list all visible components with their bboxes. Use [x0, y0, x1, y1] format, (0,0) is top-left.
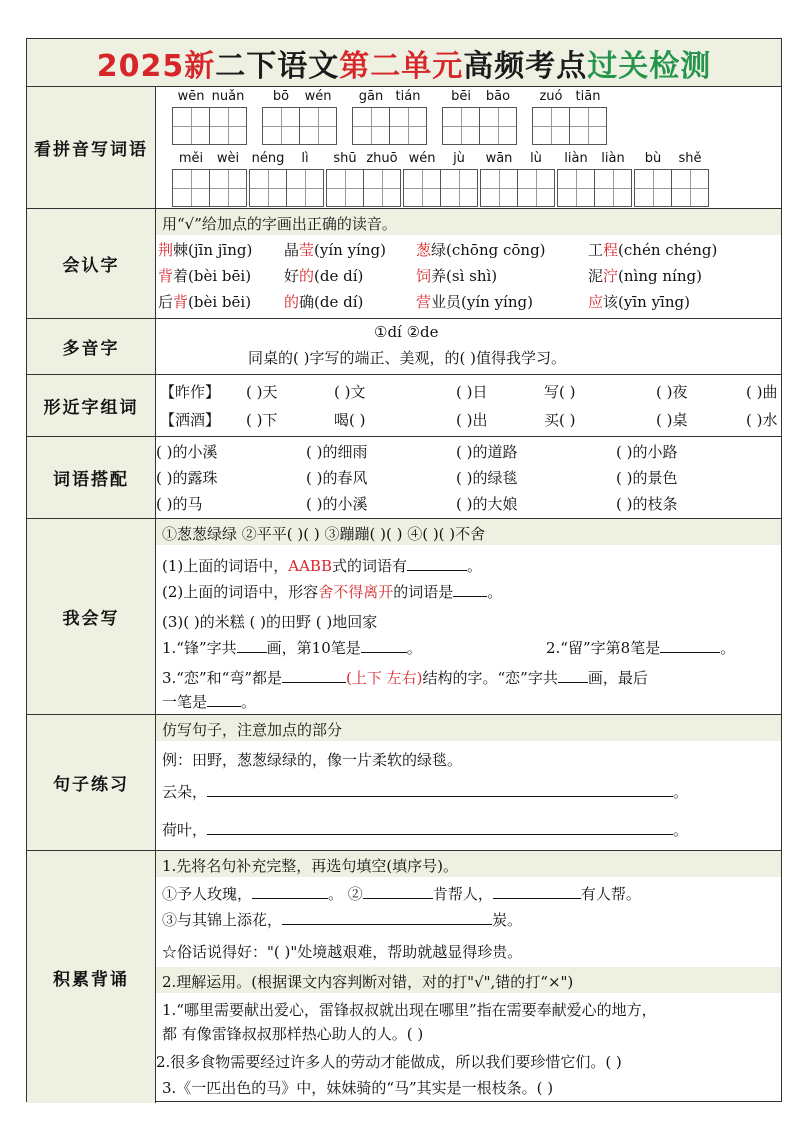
- word-item: 喝( ): [334, 411, 366, 429]
- pinyin-label: néng: [251, 151, 285, 166]
- title-row: [27, 39, 781, 87]
- pinyin-label: bō: [272, 89, 290, 104]
- write-section: 我会写 ①葱葱绿绿 ②平平( )( ) ③蹦蹦( )( ) ④( )( )不舍 (1)上面的词语中，AABB式的词语有 。 (2)上面的词语中，形容舍不得离开的词语是 。 (3)( )的米糕 ( )的田野 ( )地回家 1.“锋”字共 画，第10笔是 。 2.“留”字第8笔是 。 3.“恋”和“弯”都是 (上下 左右)结构的字。“恋”字共 画，最后 一笔是 。: [27, 519, 781, 715]
- pinyin-label: liàn: [601, 151, 625, 166]
- writing-grid[interactable]: [557, 169, 631, 207]
- match-item: ( )的小溪: [306, 495, 368, 513]
- pinyin-label: liàn: [564, 151, 588, 166]
- match-item: ( )的马: [156, 495, 203, 513]
- word-item: ( )文: [334, 383, 366, 401]
- pinyin-section: [27, 87, 781, 209]
- writing-grid[interactable]: [262, 107, 336, 145]
- reading-item: 泥泞(nìng níng): [588, 267, 702, 285]
- match-item: ( )的绿毯: [456, 469, 518, 487]
- word-item: 【洒酒】: [160, 411, 221, 429]
- word-item: ( )曲: [746, 383, 778, 401]
- pinyin-label: bāo: [485, 89, 511, 104]
- pinyin-label: shě: [678, 151, 702, 166]
- writing-grid[interactable]: [480, 169, 554, 207]
- recognize-area: [156, 209, 781, 318]
- instruction: 用“√”给加点的字画出正确的读音。: [162, 215, 397, 233]
- word-item: ( )出: [456, 411, 488, 429]
- writing-grid[interactable]: [326, 169, 400, 207]
- section-label: 形近字组词: [27, 375, 156, 436]
- reading-item: 背着(bèi bēi): [158, 267, 252, 285]
- word-item: 【昨作】: [160, 383, 221, 401]
- writing-grid[interactable]: [172, 107, 246, 145]
- reading-item: 的确(de dí): [284, 293, 364, 311]
- writing-grid[interactable]: [403, 169, 477, 207]
- word-item: ( )夜: [656, 383, 688, 401]
- reading-item: 应该(yīn yīng): [588, 293, 690, 311]
- match-item: ( )的景色: [616, 469, 678, 487]
- worksheet: [26, 38, 782, 1102]
- word-item: 写( ): [544, 383, 576, 401]
- sentence: 同桌的( )字写的端正、美观，的( )值得我学习。: [248, 349, 566, 367]
- pinyin-label: wén: [408, 151, 436, 166]
- writing-grid[interactable]: [172, 169, 246, 207]
- similar-section: [27, 375, 781, 437]
- reading-item: 后背(bèi bēi): [158, 293, 252, 311]
- section-label: 会认字: [27, 209, 156, 318]
- pinyin-label: tiān: [575, 89, 601, 104]
- match-item: ( )的露珠: [156, 469, 218, 487]
- writing-grid[interactable]: [352, 107, 426, 145]
- pinyin-label: gān: [358, 89, 384, 104]
- section-label: 我会写: [27, 519, 156, 714]
- pinyin-label: zhuō: [366, 151, 398, 166]
- section-label: 词语搭配: [27, 437, 156, 518]
- writing-grid[interactable]: [634, 169, 708, 207]
- match-section: [27, 437, 781, 519]
- section-label: 积累背诵: [27, 851, 156, 1103]
- writing-grid[interactable]: [249, 169, 323, 207]
- match-item: ( )的枝条: [616, 495, 678, 513]
- match-item: ( )的大娘: [456, 495, 518, 513]
- pinyin-label: bēi: [451, 89, 471, 104]
- match-item: ( )的细雨: [306, 443, 368, 461]
- reading-item: 好的(de dí): [284, 267, 364, 285]
- reading-item: 饲养(sì shì): [416, 267, 498, 285]
- section-label: 多音字: [27, 319, 156, 374]
- word-item: ( )桌: [656, 411, 688, 429]
- reading-item: 工程(chén chéng): [588, 241, 718, 259]
- match-item: ( )的小路: [616, 443, 678, 461]
- pinyin-label: lì: [301, 151, 309, 166]
- sentence-section: 句子练习 仿写句子，注意加点的部分 例：田野，葱葱绿绿的，像一片柔软的绿毯。 云朵， 。 荷叶， 。: [27, 715, 781, 851]
- section-label: 句子练习: [27, 715, 156, 850]
- match-item: ( )的春风: [306, 469, 368, 487]
- pinyin-area: [156, 87, 781, 208]
- word-item: ( )天: [246, 383, 278, 401]
- pinyin-label: zuó: [539, 89, 563, 104]
- reading-item: 荆棘(jīn jīng): [158, 241, 253, 259]
- reading-item: 葱绿(chōng cōng): [416, 241, 546, 259]
- pinyin-label: wān: [485, 151, 513, 166]
- writing-grid[interactable]: [442, 107, 516, 145]
- section-label: 看拼音写词语: [27, 87, 156, 208]
- options: ①dí ②de: [374, 323, 439, 341]
- word-item: ( )水: [746, 411, 778, 429]
- reading-item: 晶莹(yín yíng): [284, 241, 386, 259]
- pinyin-label: nuǎn: [211, 89, 245, 104]
- pinyin-label: tián: [395, 89, 421, 104]
- word-item: 买( ): [544, 411, 576, 429]
- match-item: ( )的小溪: [156, 443, 218, 461]
- word-item: ( )日: [456, 383, 488, 401]
- pinyin-label: jù: [453, 151, 465, 166]
- page-title: 2025新二下语文第二单元高频考点过关检测: [96, 48, 712, 84]
- pinyin-label: shū: [333, 151, 357, 166]
- pinyin-label: bù: [644, 151, 662, 166]
- reading-item: 营业员(yín yíng): [416, 293, 533, 311]
- pinyin-label: wén: [304, 89, 332, 104]
- pinyin-label: wēn: [177, 89, 205, 104]
- recognize-section: [27, 209, 781, 319]
- pinyin-label: wèi: [216, 151, 240, 166]
- word-item: ( )下: [246, 411, 278, 429]
- pinyin-label: měi: [178, 151, 204, 166]
- writing-grid[interactable]: [532, 107, 606, 145]
- recite-section: 积累背诵 1.先将名句补充完整，再选句填空(填序号)。 ①予人玫瑰， 。 ② 肯帮人， 有人帮。 ③与其锦上添花， 炭。 ☆俗话说得好："( )"处境越艰难，帮助就越显得珍贵。 2.理解运用。(根据课文内容判断对错，对的打"√",错的打“×") 1.“哪里需要献出爱心，雷锋叔叔就出现在哪里”指在需要奉献爱心的地方， 都 有像雷锋叔叔那样热心助人的人。( ) 2.很多食物需要经过许多人的劳动才能做成，所以我们要珍惜它们。( ) 3.《一匹出色的马》中，妹妹骑的“马”其实是一根枝条。( ): [27, 851, 781, 1103]
- match-item: ( )的道路: [456, 443, 518, 461]
- polyphone-section: [27, 319, 781, 375]
- pinyin-label: lù: [530, 151, 542, 166]
